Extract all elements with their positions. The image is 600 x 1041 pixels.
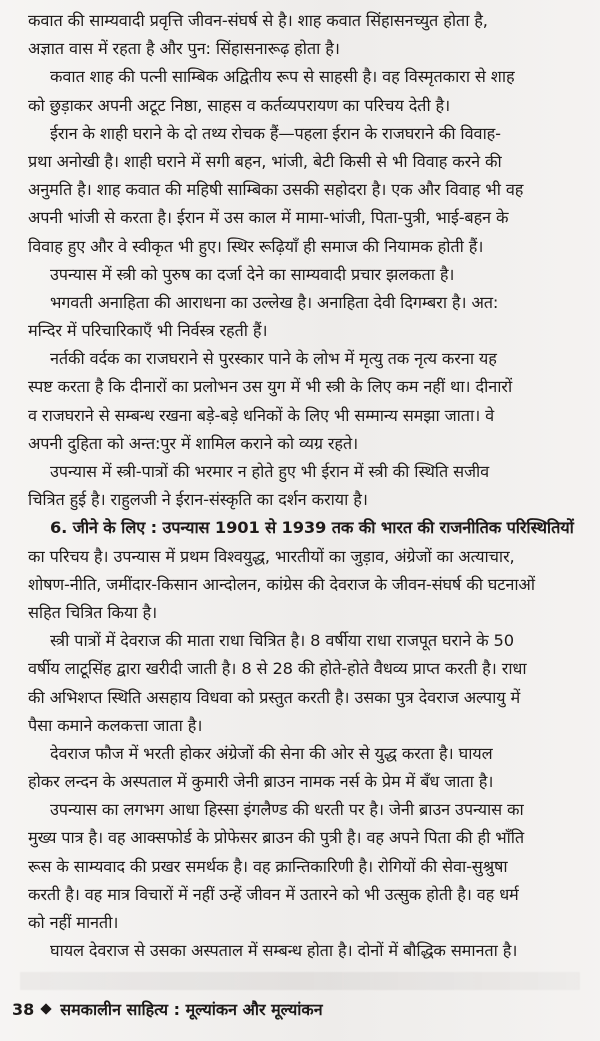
text-line-16: अपनी दुहिता को अन्त:पुर में शामिल कराने को व्यग्र रहते। [28,433,359,453]
page-footer [12,997,323,1021]
text-line-24: वर्षीय लाटूसिंह द्वारा खरीदी जाती है। 8 से 28 की होते-होते वैधव्य प्राप्त करती है। राधा [28,659,527,679]
text-line-31: रूस के साम्यवाद की प्रखर समर्थक है। वह क्रान्तिकारिणी है। रोगियों की सेवा-सुश्रुषा [28,856,508,876]
text-line-33: को नहीं मानती। [28,913,119,932]
text-line-13: नर्तकी वर्दक का राजघराने से पुरस्कार पाने के लोभ में मृत्यु तक नृत्य करना यह [50,349,497,369]
text-line-26: पैसा कमाने कलकत्ता जाता है। [28,715,203,735]
text-line-1: कवात की साम्यवादी प्रवृत्ति जीवन-संघर्ष से है। शाह कवात सिंहासनच्युत होता है, [28,11,488,30]
text-line-25: की अभिशप्त स्थिति असहाय विधवा को प्रस्तुत करती है। उसका पुत्र देवराज अल्पायु में [28,687,521,707]
text-line-23: स्त्री पात्रों में देवराज की माता राधा चित्रित है। 8 वर्षीया राधा राजपूत घराने के 50 [50,631,514,651]
text-line-7: अनुमति है। शाह कवात की महिषी साम्बिका उसकी सहोदरा है। एक और विवाह भी वह [28,180,524,200]
text-line-21: शोषण-नीति, जमींदार-किसान आन्दोलन, कांग्रेस की देवराज के जीवन-संघर्ष की घटनाओं [28,574,535,594]
text-line-34: घायल देवराज से उसका अस्पताल में सम्बन्ध होता है। दोनों में बौद्धिक समानता है। [50,941,518,961]
text-line-3: कवात शाह की पत्नी साम्बिक अद्वितीय रूप से साहसी है। वह विस्मृतकारा से शाह [50,67,515,87]
text-line-11: भगवती अनाहिता की आराधना का उल्लेख है। अनाहिता देवी दिगम्बरा है। अत: [50,292,499,312]
page-number: 38 [12,999,35,1019]
text-line-32: करती है। वह मात्र विचारों में नहीं उन्हें जीवन में उतारने को भी उत्सुक होती है। वह धर्म [28,884,519,904]
text-line-27: देवराज फौज में भरती होकर अंग्रेजों की सेना की ओर से युद्ध करता है। घायल [50,743,493,763]
text-line-20: का परिचय है। उपन्यास में प्रथम विश्वयुद्ध, भारतीयों का जुड़ाव, अंग्रेजों का अत्याचार, [28,546,515,566]
text-line-10: उपन्यास में स्त्री को पुरुष का दर्जा देने का साम्यवादी प्रचार झलकता है। [50,264,455,284]
text-line-22: सहित चित्रित किया है। [28,602,157,622]
text-line-18: चित्रित हुई है। राहुलजी ने ईरान-संस्कृति का दर्शन कराया है। [28,490,368,510]
text-line-14: स्पष्ट करता है कि दीनारों का प्रलोभन उस युग में भी स्त्री के लिए कम नहीं था। दीनारों [28,377,513,397]
text-line-12: मन्दिर में परिचारिकाएँ भी निर्वस्त्र रहती हैं। [28,321,268,341]
text-line-2: अज्ञात वास में रहता है और पुन: सिंहासनारूढ़ होता है। [28,39,340,59]
text-line-17: उपन्यास में स्त्री-पात्रों की भरमार न होते हुए भी ईरान में स्त्री की स्थिति सजीव [50,462,490,481]
diamond-icon [41,1003,52,1014]
text-line-4: को छुड़ाकर अपनी अटूट निष्ठा, साहस व कर्तव्यपरायण का परिचय देती है। [28,95,451,115]
text-line-9: विवाह हुए और वे स्वीकृत भी हुए। स्थिर रूढ़ियाँ ही समाज की नियामक होती हैं। [28,236,484,256]
footer-title: समकालीन साहित्य : मूल्यांकन और मूल्यांकन [60,1000,323,1019]
page-bleed-through [20,972,580,990]
text-line-28: होकर लन्दन के अस्पताल में कुमारी जेनी ब्राउन नामक नर्स के प्रेम में बँध जाता है। [28,772,494,792]
text-line-30: मुख्य पात्र है। वह आक्सफोर्ड के प्रोफेसर ब्राउन की पुत्री है। वह अपने पिता की ही भाँति [28,828,525,848]
text-line-15: व राजघराने से सम्बन्ध रखना बड़े-बड़े धनिकों के लिए भी सम्मान्य समझा जाता। वे [28,405,495,425]
text-line-29: उपन्यास का लगभग आधा हिस्सा इंगलैण्ड की धरती पर है। जेनी ब्राउन उपन्यास का [50,800,524,820]
text-line-6: प्रथा अनोखी है। शाही घराने में सगी बहन, भांजी, बेटी किसी से भी विवाह करने की [28,151,502,171]
text-line-5: ईरान के शाही घराने के दो तथ्य रोचक हैं—पहला ईरान के राजघराने की विवाह- [50,123,501,143]
text-column [28,7,588,965]
text-line-8: अपनी भांजी से करता है। ईरान में उस काल में मामा-भांजी, पिता-पुत्री, भाई-बहन के [28,208,509,228]
text-line-19: 6. जीने के लिए : उपन्यास 1901 से 1939 तक की भारत की राजनीतिक परिस्थितियों [50,518,574,538]
